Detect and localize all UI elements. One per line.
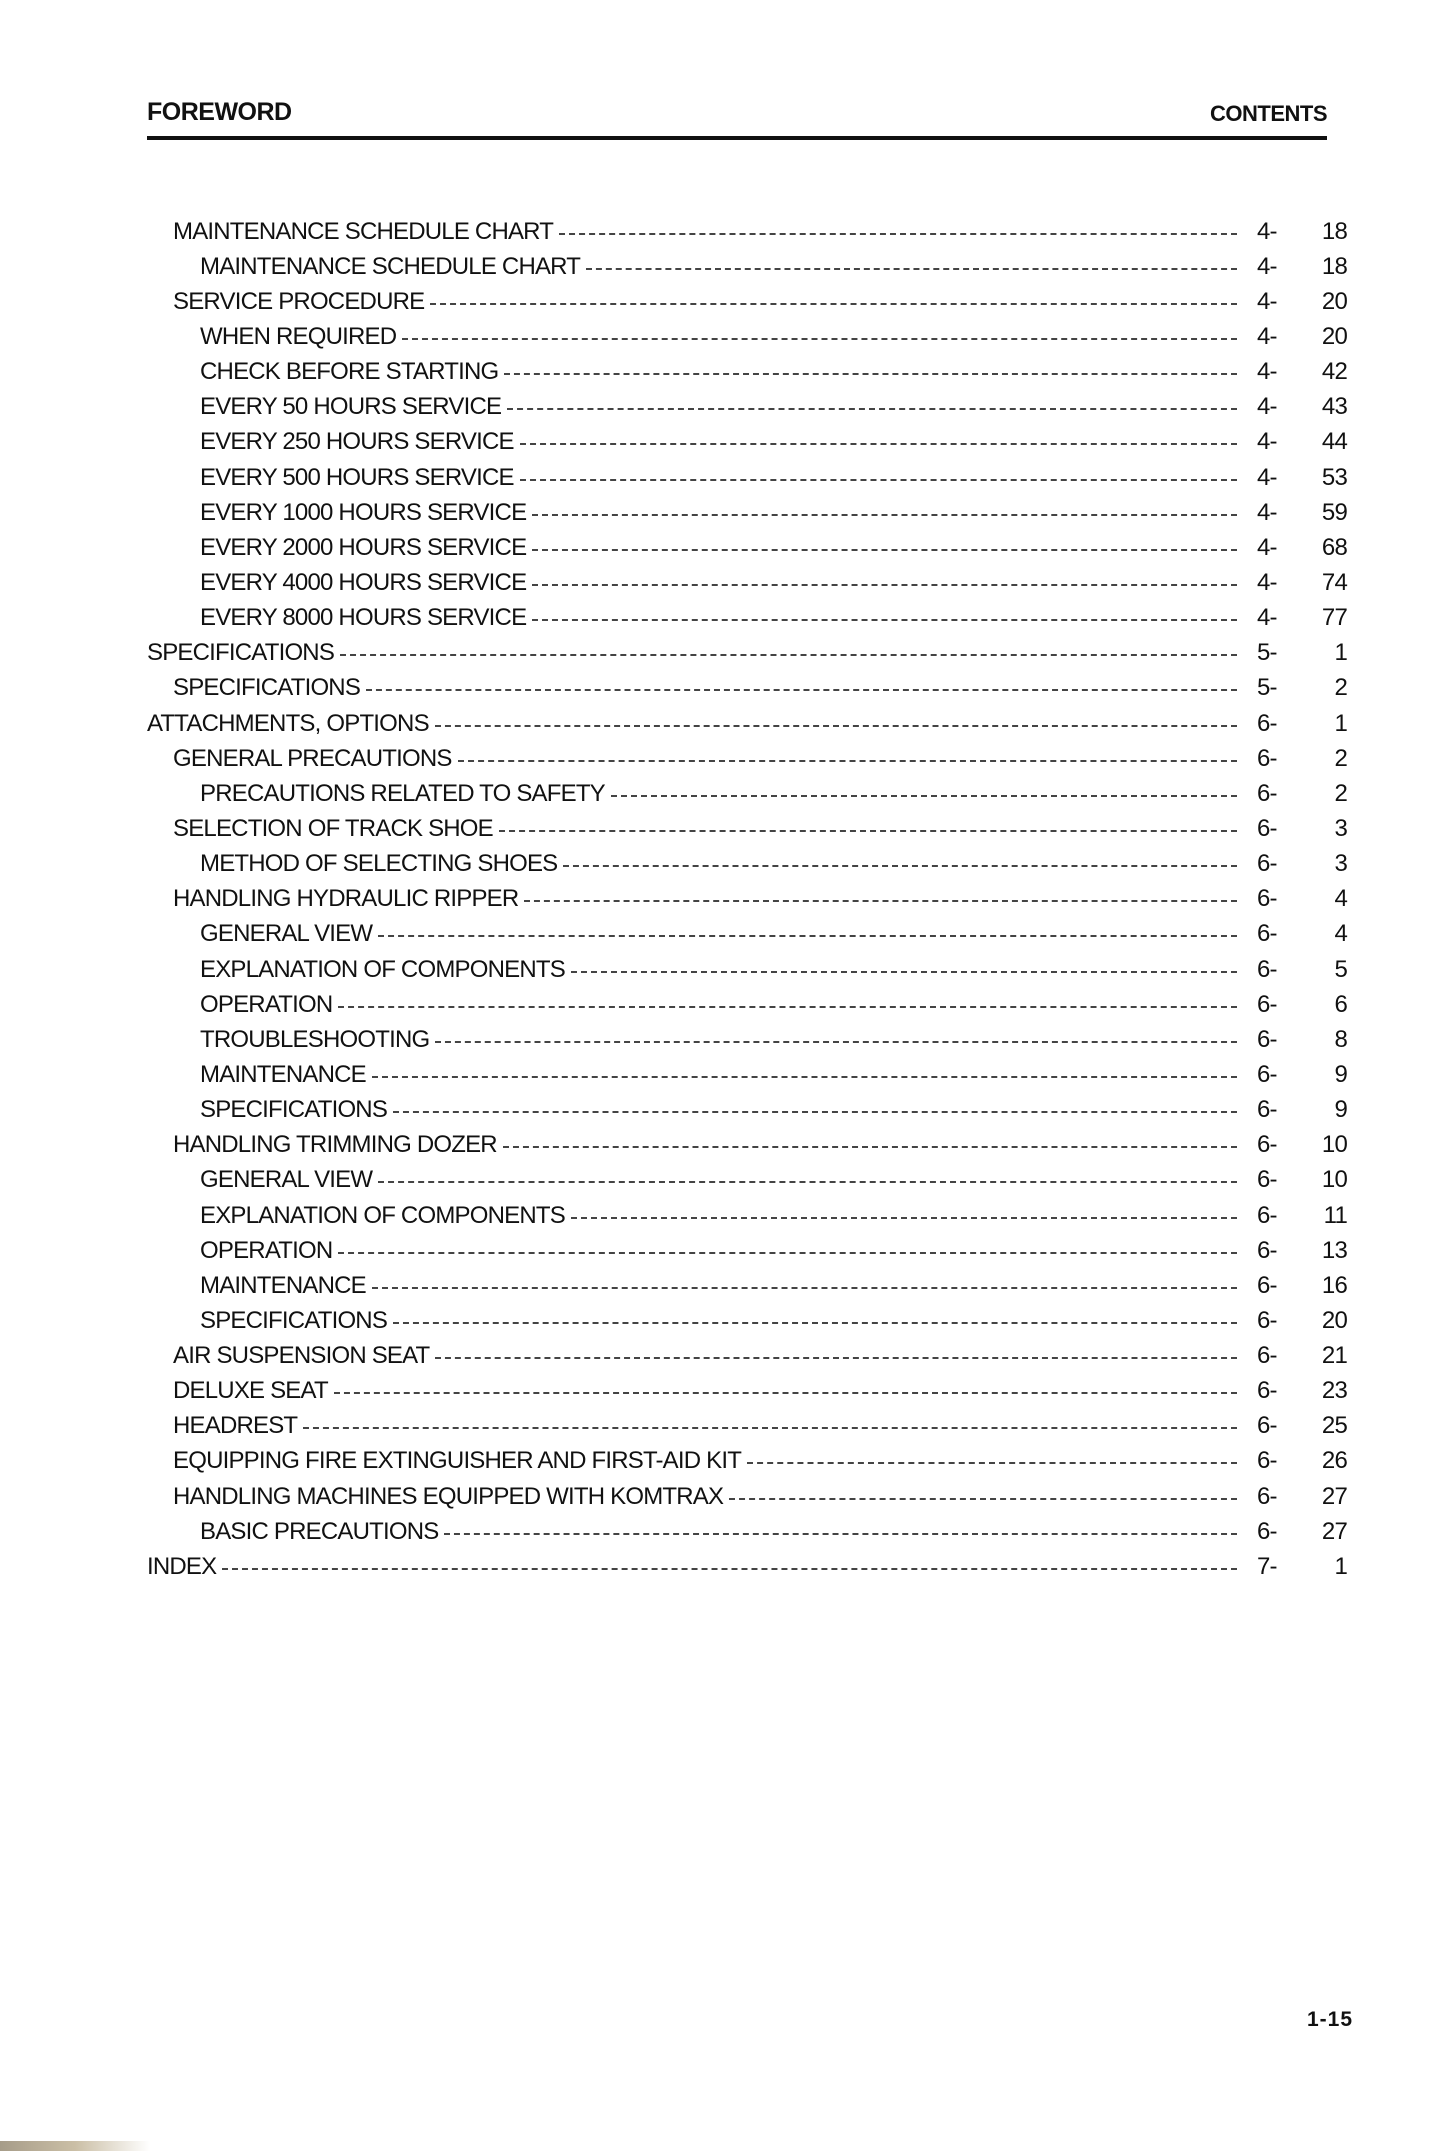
toc-entry-chapter: 4- (1257, 252, 1277, 280)
toc-entry (147, 319, 1347, 354)
toc-entry-title: HANDLING TRIMMING DOZER (173, 1131, 497, 1159)
table-of-contents (147, 214, 1347, 1584)
toc-entry (147, 1444, 1347, 1479)
toc-entry-page (1257, 1026, 1347, 1054)
toc-entry-chapter: 7- (1257, 1552, 1277, 1580)
toc-entry-page (1257, 358, 1347, 386)
dot-leader (303, 1427, 1237, 1429)
toc-entry-title: ATTACHMENTS, OPTIONS (147, 709, 429, 737)
dot-leader (559, 233, 1237, 235)
toc-entry (147, 1163, 1347, 1198)
toc-entry-title: GENERAL VIEW (200, 1166, 373, 1194)
toc-entry-chapter: 6- (1257, 744, 1277, 772)
toc-entry-page-number: 10 (1321, 1131, 1347, 1159)
dot-leader (402, 338, 1237, 340)
toc-entry-page-number: 27 (1321, 1517, 1347, 1545)
toc-entry (147, 1057, 1347, 1092)
toc-entry-chapter: 6- (1257, 1201, 1277, 1229)
dot-leader (563, 865, 1237, 867)
dot-leader (366, 689, 1237, 691)
toc-entry (147, 1479, 1347, 1514)
toc-entry-title: EXPLANATION OF COMPONENTS (200, 1201, 565, 1229)
toc-entry-chapter: 4- (1257, 604, 1277, 632)
toc-entry-title: EVERY 250 HOURS SERVICE (200, 428, 514, 456)
toc-entry-page (1257, 1096, 1347, 1124)
toc-entry-page-number: 9 (1334, 1096, 1347, 1124)
toc-entry-page-number: 9 (1334, 1060, 1347, 1088)
toc-entry-title: EVERY 2000 HOURS SERVICE (200, 533, 527, 561)
toc-entry-title: AIR SUSPENSION SEAT (173, 1342, 430, 1370)
toc-entry (147, 495, 1347, 530)
toc-entry-page (1257, 288, 1347, 316)
toc-entry (147, 601, 1347, 636)
toc-entry-page-number: 20 (1321, 287, 1347, 315)
toc-entry-chapter: 6- (1257, 1131, 1277, 1159)
toc-entry-page-number: 44 (1321, 428, 1347, 456)
toc-entry-title: BASIC PRECAUTIONS (200, 1517, 439, 1545)
dot-leader (222, 1568, 1237, 1570)
toc-entry-title: EXPLANATION OF COMPONENTS (200, 955, 565, 983)
toc-entry-page (1257, 1237, 1347, 1265)
toc-entry-page-number: 53 (1321, 463, 1347, 491)
dot-leader (571, 971, 1237, 973)
toc-entry-page (1257, 1412, 1347, 1440)
toc-entry-title: PRECAUTIONS RELATED TO SAFETY (200, 779, 605, 807)
toc-entry-chapter: 4- (1257, 358, 1277, 386)
dot-leader (532, 584, 1237, 586)
toc-entry-page (1257, 850, 1347, 878)
toc-entry-chapter: 4- (1257, 287, 1277, 315)
toc-entry-title: SPECIFICATIONS (173, 674, 361, 702)
toc-entry-chapter: 6- (1257, 955, 1277, 983)
toc-entry-page (1257, 1447, 1347, 1475)
toc-entry-title: SELECTION OF TRACK SHOE (173, 814, 493, 842)
toc-entry-page-number: 21 (1321, 1342, 1347, 1370)
toc-entry-chapter: 6- (1257, 1166, 1277, 1194)
toc-entry-page (1257, 1483, 1347, 1511)
toc-entry-title: WHEN REQUIRED (200, 322, 397, 350)
toc-entry (147, 1303, 1347, 1338)
toc-entry-page (1257, 815, 1347, 843)
toc-entry-page (1257, 499, 1347, 527)
dot-leader (378, 935, 1237, 937)
toc-entry-chapter: 6- (1257, 920, 1277, 948)
toc-entry-page-number: 5 (1334, 955, 1347, 983)
toc-entry-chapter: 6- (1257, 1060, 1277, 1088)
toc-entry-page (1257, 323, 1347, 351)
toc-entry-page-number: 1 (1334, 1552, 1347, 1580)
toc-entry-chapter: 6- (1257, 885, 1277, 913)
toc-entry-page-number: 16 (1321, 1271, 1347, 1299)
toc-entry-chapter: 5- (1257, 674, 1277, 702)
toc-entry (147, 671, 1347, 706)
toc-entry-page (1257, 1553, 1347, 1581)
toc-entry (147, 1128, 1347, 1163)
toc-entry-page (1257, 674, 1347, 702)
toc-entry (147, 1198, 1347, 1233)
toc-entry-page-number: 6 (1334, 990, 1347, 1018)
toc-entry-page (1257, 393, 1347, 421)
toc-entry-page-number: 18 (1321, 252, 1347, 280)
toc-entry-chapter: 6- (1257, 814, 1277, 842)
dot-leader (611, 795, 1237, 797)
toc-entry-title: METHOD OF SELECTING SHOES (200, 850, 558, 878)
toc-entry-page (1257, 885, 1347, 913)
dot-leader (430, 303, 1237, 305)
toc-entry-page-number: 1 (1334, 709, 1347, 737)
toc-entry-page-number: 18 (1321, 217, 1347, 245)
toc-entry-chapter: 4- (1257, 533, 1277, 561)
toc-entry (147, 706, 1347, 741)
dot-leader (334, 1392, 1237, 1394)
toc-entry (147, 1549, 1347, 1584)
toc-entry-chapter: 6- (1257, 1025, 1277, 1053)
toc-entry (147, 1374, 1347, 1409)
toc-entry-page-number: 3 (1334, 814, 1347, 842)
toc-entry-page-number: 11 (1323, 1201, 1347, 1229)
toc-entry (147, 530, 1347, 565)
toc-entry-page-number: 4 (1334, 885, 1347, 913)
toc-entry-page-number: 27 (1321, 1482, 1347, 1510)
toc-entry-page (1257, 534, 1347, 562)
toc-entry-page (1257, 920, 1347, 948)
toc-entry-title: EQUIPPING FIRE EXTINGUISHER AND FIRST-AID KIT (173, 1447, 742, 1475)
dot-leader (532, 619, 1237, 621)
dot-leader (378, 1181, 1237, 1183)
toc-entry-page-number: 42 (1321, 358, 1347, 386)
dot-leader (435, 725, 1237, 727)
toc-entry-page-number: 1 (1334, 639, 1347, 667)
page-number: 1-15 (1306, 2008, 1353, 2031)
dot-leader (393, 1322, 1237, 1324)
toc-entry-chapter: 6- (1257, 1447, 1277, 1475)
toc-entry-page (1257, 1202, 1347, 1230)
toc-entry-chapter: 6- (1257, 1517, 1277, 1545)
dot-leader (338, 1006, 1237, 1008)
toc-entry-title: CHECK BEFORE STARTING (200, 358, 499, 386)
toc-entry-chapter: 4- (1257, 428, 1277, 456)
toc-entry-title: INDEX (147, 1552, 217, 1580)
toc-entry-title: SPECIFICATIONS (147, 639, 335, 667)
toc-entry (147, 214, 1347, 249)
toc-entry-title: TROUBLESHOOTING (200, 1025, 430, 1053)
toc-entry-title: GENERAL VIEW (200, 920, 373, 948)
toc-entry-chapter: 6- (1257, 990, 1277, 1018)
toc-entry-chapter: 4- (1257, 217, 1277, 245)
toc-entry-page (1257, 1377, 1347, 1405)
toc-entry-page (1257, 569, 1347, 597)
toc-entry-chapter: 6- (1257, 709, 1277, 737)
toc-entry (147, 1409, 1347, 1444)
toc-entry-page (1257, 1131, 1347, 1159)
dot-leader (503, 1146, 1237, 1148)
toc-entry (147, 249, 1347, 284)
toc-entry (147, 1268, 1347, 1303)
dot-leader (532, 549, 1237, 551)
toc-entry-page (1257, 991, 1347, 1019)
dot-leader (393, 1111, 1237, 1113)
dot-leader (520, 443, 1237, 445)
toc-entry-page-number: 68 (1321, 533, 1347, 561)
toc-entry (147, 390, 1347, 425)
toc-entry (147, 776, 1347, 811)
toc-entry-page (1257, 253, 1347, 281)
toc-entry-page-number: 77 (1321, 604, 1347, 632)
dot-leader (372, 1287, 1237, 1289)
dot-leader (586, 268, 1237, 270)
toc-entry (147, 741, 1347, 776)
toc-entry-chapter: 6- (1257, 1342, 1277, 1370)
dot-leader (524, 900, 1237, 902)
toc-entry-chapter: 4- (1257, 568, 1277, 596)
toc-entry-page (1257, 1342, 1347, 1370)
dot-leader (729, 1498, 1237, 1500)
toc-entry-chapter: 4- (1257, 463, 1277, 491)
toc-entry-page-number: 26 (1321, 1447, 1347, 1475)
toc-entry-page-number: 10 (1321, 1166, 1347, 1194)
toc-entry-page-number: 3 (1334, 850, 1347, 878)
toc-entry (147, 460, 1347, 495)
toc-entry-chapter: 6- (1257, 850, 1277, 878)
toc-entry (147, 1022, 1347, 1057)
toc-entry (147, 987, 1347, 1022)
toc-entry-page (1257, 639, 1347, 667)
toc-entry-page (1257, 1272, 1347, 1300)
toc-entry-chapter: 4- (1257, 393, 1277, 421)
toc-entry-title: MAINTENANCE SCHEDULE CHART (173, 217, 554, 245)
dot-leader (747, 1462, 1237, 1464)
dot-leader (520, 479, 1237, 481)
scan-edge-artifact (0, 2141, 150, 2151)
toc-entry-title: SPECIFICATIONS (200, 1096, 388, 1124)
dot-leader (444, 1533, 1237, 1535)
toc-entry-page (1257, 745, 1347, 773)
toc-entry (147, 847, 1347, 882)
dot-leader (532, 514, 1237, 516)
toc-entry-title: EVERY 4000 HOURS SERVICE (200, 568, 527, 596)
toc-entry-title: EVERY 8000 HOURS SERVICE (200, 604, 527, 632)
toc-entry (147, 952, 1347, 987)
toc-entry-title: MAINTENANCE (200, 1060, 366, 1088)
toc-entry-page (1257, 780, 1347, 808)
toc-entry-page-number: 23 (1321, 1377, 1347, 1405)
toc-entry-page (1257, 710, 1347, 738)
toc-entry-title: MAINTENANCE SCHEDULE CHART (200, 252, 581, 280)
toc-entry (147, 1514, 1347, 1549)
toc-entry-page-number: 4 (1334, 920, 1347, 948)
toc-entry-chapter: 6- (1257, 1271, 1277, 1299)
toc-entry-page-number: 13 (1321, 1236, 1347, 1264)
toc-entry-page-number: 59 (1321, 498, 1347, 526)
toc-entry-title: EVERY 1000 HOURS SERVICE (200, 498, 527, 526)
toc-entry-page-number: 74 (1321, 568, 1347, 596)
toc-entry (147, 284, 1347, 319)
toc-entry-page (1257, 604, 1347, 632)
dot-leader (571, 1217, 1237, 1219)
toc-entry-chapter: 6- (1257, 1412, 1277, 1440)
toc-entry-title: OPERATION (200, 990, 333, 1018)
toc-entry-page (1257, 1166, 1347, 1194)
toc-entry-chapter: 4- (1257, 322, 1277, 350)
toc-entry-page-number: 8 (1334, 1025, 1347, 1053)
toc-entry (147, 425, 1347, 460)
toc-entry-title: GENERAL PRECAUTIONS (173, 744, 452, 772)
section-title: FOREWORD (147, 98, 292, 126)
toc-entry-page (1257, 464, 1347, 492)
toc-entry (147, 636, 1347, 671)
dot-leader (372, 1076, 1237, 1078)
toc-entry-chapter: 6- (1257, 1236, 1277, 1264)
toc-entry-title: HANDLING MACHINES EQUIPPED WITH KOMTRAX (173, 1482, 724, 1510)
toc-entry (147, 1093, 1347, 1128)
toc-entry-page (1257, 1518, 1347, 1546)
dot-leader (340, 654, 1237, 656)
toc-entry-chapter: 6- (1257, 1306, 1277, 1334)
toc-entry-page (1257, 218, 1347, 246)
dot-leader (458, 760, 1237, 762)
toc-entry-title: HEADREST (173, 1412, 298, 1440)
toc-entry-page-number: 2 (1334, 674, 1347, 702)
toc-entry (147, 355, 1347, 390)
toc-entry (147, 811, 1347, 846)
toc-entry (147, 1339, 1347, 1374)
toc-entry-page (1257, 1061, 1347, 1089)
toc-entry-chapter: 4- (1257, 498, 1277, 526)
toc-entry-chapter: 6- (1257, 779, 1277, 807)
toc-entry-page-number: 20 (1321, 322, 1347, 350)
toc-entry-chapter: 6- (1257, 1096, 1277, 1124)
toc-entry-title: EVERY 500 HOURS SERVICE (200, 463, 514, 491)
toc-entry (147, 882, 1347, 917)
dot-leader (338, 1252, 1237, 1254)
toc-entry-page-number: 2 (1334, 779, 1347, 807)
dot-leader (435, 1041, 1237, 1043)
toc-entry-title: DELUXE SEAT (173, 1377, 328, 1405)
toc-entry-page-number: 43 (1321, 393, 1347, 421)
toc-entry-chapter: 5- (1257, 639, 1277, 667)
toc-entry-page-number: 25 (1321, 1412, 1347, 1440)
toc-entry-title: OPERATION (200, 1236, 333, 1264)
toc-entry-page (1257, 428, 1347, 456)
page-header (147, 96, 1327, 140)
toc-entry (147, 1233, 1347, 1268)
toc-entry-page-number: 2 (1334, 744, 1347, 772)
toc-entry-title: SPECIFICATIONS (200, 1306, 388, 1334)
toc-entry-page-number: 20 (1321, 1306, 1347, 1334)
dot-leader (504, 373, 1237, 375)
toc-entry-page (1257, 1307, 1347, 1335)
header-contents-label: CONTENTS (1210, 101, 1327, 126)
toc-entry (147, 565, 1347, 600)
toc-entry-title: EVERY 50 HOURS SERVICE (200, 393, 502, 421)
toc-entry-chapter: 6- (1257, 1377, 1277, 1405)
toc-entry-title: MAINTENANCE (200, 1271, 366, 1299)
dot-leader (507, 408, 1237, 410)
toc-entry-title: SERVICE PROCEDURE (173, 287, 425, 315)
dot-leader (499, 830, 1237, 832)
toc-entry (147, 917, 1347, 952)
toc-entry-page (1257, 956, 1347, 984)
toc-entry-title: HANDLING HYDRAULIC RIPPER (173, 885, 519, 913)
dot-leader (435, 1357, 1237, 1359)
toc-entry-chapter: 6- (1257, 1482, 1277, 1510)
